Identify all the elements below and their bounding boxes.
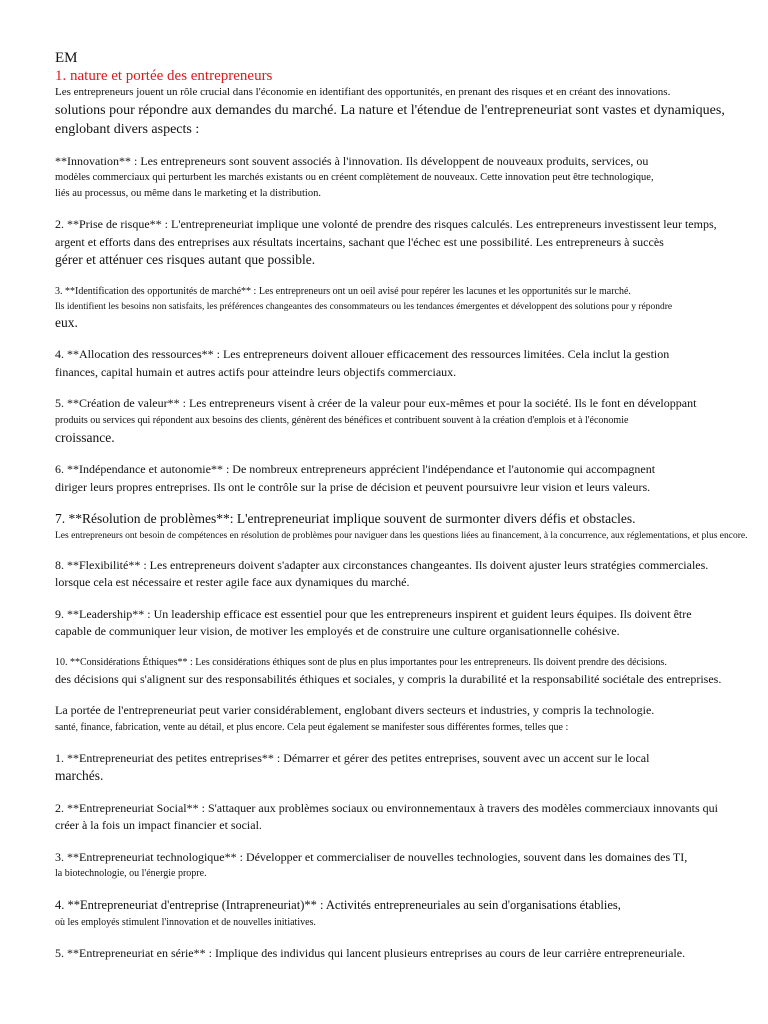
aspect-line: gérer et atténuer ces risques autant que possible. bbox=[55, 252, 316, 267]
type-line: 2. **Entrepreneuriat Social** : S'attaquer aux problèmes sociaux ou environnementaux à travers des modèles commerciaux innovants qui bbox=[55, 800, 718, 815]
type-item-technology bbox=[55, 849, 760, 883]
aspect-line: 10. **Considérations Éthiques** : Les considérations éthiques sont de plus en plus importantes pour les entrepreneurs. Ils doivent prendre des décisions. bbox=[55, 656, 667, 668]
aspect-line: Les entrepreneurs ont besoin de compétences en résolution de problèmes pour naviguer dans les questions liées au financement, à la concurrence, aux réglementations, et plus encore. bbox=[55, 530, 748, 541]
intro-line: solutions pour répondre aux demandes du marché. La nature et l'étendue de l'entrepreneuriat sont vastes et dynamiques, bbox=[55, 102, 725, 118]
aspect-item-opportunities bbox=[55, 284, 760, 333]
type-item-serial bbox=[55, 945, 760, 963]
aspect-line: 7. **Résolution de problèmes**: L'entrepreneuriat implique souvent de surmonter divers défis et obstacles. bbox=[55, 511, 636, 526]
aspect-line: liés au processus, ou même dans le marketing et la distribution. bbox=[55, 188, 321, 199]
document-page bbox=[55, 49, 760, 962]
type-line: créer à la fois un impact financier et social. bbox=[55, 818, 262, 832]
type-line: où les employés stimulent l'innovation et de nouvelles initiatives. bbox=[55, 916, 316, 928]
type-line: marchés. bbox=[55, 768, 104, 783]
section-heading: 1. nature et portée des entrepreneurs bbox=[55, 68, 273, 84]
aspect-line: Ils identifient les besoins non satisfaits, les préférences changeantes des consommateurs ou les tendances émergentes et développent des solutions pour y répondre bbox=[55, 301, 673, 312]
aspect-item-resources bbox=[55, 346, 760, 381]
aspect-line: 6. **Indépendance et autonomie** : De nombreux entrepreneurs apprécient l'indépendance et l'autonomie qui accompagnent bbox=[55, 462, 656, 476]
aspect-line: 9. **Leadership** : Un leadership efficace est essentiel pour que les entrepreneurs inspirent et guident leurs équipes. Ils doivent être bbox=[55, 606, 692, 621]
type-line: 4. **Entrepreneuriat d'entreprise (Intrapreneuriat)** : Activités entrepreneuriales au sein d'organisations établies, bbox=[55, 898, 621, 912]
aspect-item-risk bbox=[55, 216, 760, 270]
type-item-small-business bbox=[55, 750, 760, 786]
scope-paragraph bbox=[55, 702, 760, 736]
intro-paragraph bbox=[55, 85, 760, 139]
aspect-line: eux. bbox=[55, 314, 78, 330]
aspect-line: produits ou services qui répondent aux besoins des clients, génèrent des bénéfices et contribuent souvent à la création d'emplois et à l'économie bbox=[55, 414, 629, 426]
scope-line: santé, finance, fabrication, vente au détail, et plus encore. Cela peut également se manifester sous différentes formes, telles que : bbox=[55, 721, 569, 733]
aspect-line: diriger leurs propres entreprises. Ils ont le contrôle sur la prise de décision et peuvent poursuivre leur vision et leurs valeurs. bbox=[55, 479, 651, 494]
aspect-line: lorsque cela est nécessaire et rester agile face aux dynamiques du marché. bbox=[55, 575, 410, 589]
type-item-intrapreneurship bbox=[55, 896, 760, 931]
type-item-social bbox=[55, 800, 760, 835]
scope-line: La portée de l'entrepreneuriat peut varier considérablement, englobant divers secteurs et industries, y compris la technologie. bbox=[55, 703, 655, 717]
type-line: la biotechnologie, ou l'énergie propre. bbox=[55, 868, 207, 879]
aspect-line: argent et efforts dans des entreprises aux résultats incertains, sachant que l'échec est une possibilité. Les entrepreneurs à succès bbox=[55, 234, 664, 249]
type-line: 5. **Entrepreneuriat en série** : Implique des individus qui lancent plusieurs entreprises au cours de leur carrière entrepreneuriale. bbox=[55, 945, 686, 960]
aspect-line: **Innovation** : Les entrepreneurs sont souvent associés à l'innovation. Ils développent de nouveaux produits, services, ou bbox=[55, 153, 649, 168]
aspect-item-value bbox=[55, 395, 760, 447]
aspect-item-independence bbox=[55, 461, 760, 496]
aspect-line: des décisions qui s'alignent sur des responsabilités éthiques et sociales, y compris la durabilité et la responsabilité sociétale des entreprises. bbox=[55, 671, 722, 686]
aspect-item-ethics bbox=[55, 655, 760, 689]
intro-line: Les entrepreneurs jouent un rôle crucial dans l'économie en identifiant des opportunités, en prenant des risques et en créant des innovations. bbox=[55, 86, 671, 98]
document-label: EM bbox=[55, 50, 78, 66]
aspect-item-problem-solving bbox=[55, 510, 760, 543]
intro-line: englobant divers aspects : bbox=[55, 121, 200, 137]
aspect-line: 5. **Création de valeur** : Les entrepreneurs visent à créer de la valeur pour eux-mêmes et pour la société. Ils le font en développant bbox=[55, 396, 697, 410]
aspect-line: modèles commerciaux qui perturbent les marchés existants ou en créent complètement de nouveaux. Cette innovation peut être technologique, bbox=[55, 172, 654, 183]
aspect-line: finances, capital humain et autres actifs pour atteindre leurs objectifs commerciaux. bbox=[55, 364, 457, 379]
aspect-line: 3. **Identification des opportunités de marché** : Les entrepreneurs ont un oeil avisé pour repérer les lacunes et les opportunités sur le marché. bbox=[55, 285, 631, 297]
aspect-line: capable de communiquer leur vision, de motiver les employés et de construire une culture organisationnelle cohésive. bbox=[55, 624, 620, 638]
aspect-line: 4. **Allocation des ressources** : Les entrepreneurs doivent allouer efficacement des ressources limitées. Cela inclut la gestion bbox=[55, 347, 670, 361]
aspect-line: 8. **Flexibilité** : Les entrepreneurs doivent s'adapter aux circonstances changeantes. Ils doivent ajuster leurs stratégies commerciales. bbox=[55, 557, 709, 572]
aspect-item-flexibility bbox=[55, 557, 760, 592]
aspect-line: 2. **Prise de risque** : L'entrepreneuriat implique une volonté de prendre des risques calculés. Les entrepreneurs investissent leur temps, bbox=[55, 217, 717, 231]
aspect-line: croissance. bbox=[55, 429, 115, 445]
type-line: 3. **Entrepreneuriat technologique** : Développer et commercialiser de nouvelles technologies, souvent dans les domaines des TI, bbox=[55, 849, 688, 864]
aspect-item-innovation bbox=[55, 153, 760, 203]
type-line: 1. **Entrepreneuriat des petites entreprises** : Démarrer et gérer des petites entreprises, souvent avec un accent sur le local bbox=[55, 750, 650, 765]
aspect-item-leadership bbox=[55, 606, 760, 641]
